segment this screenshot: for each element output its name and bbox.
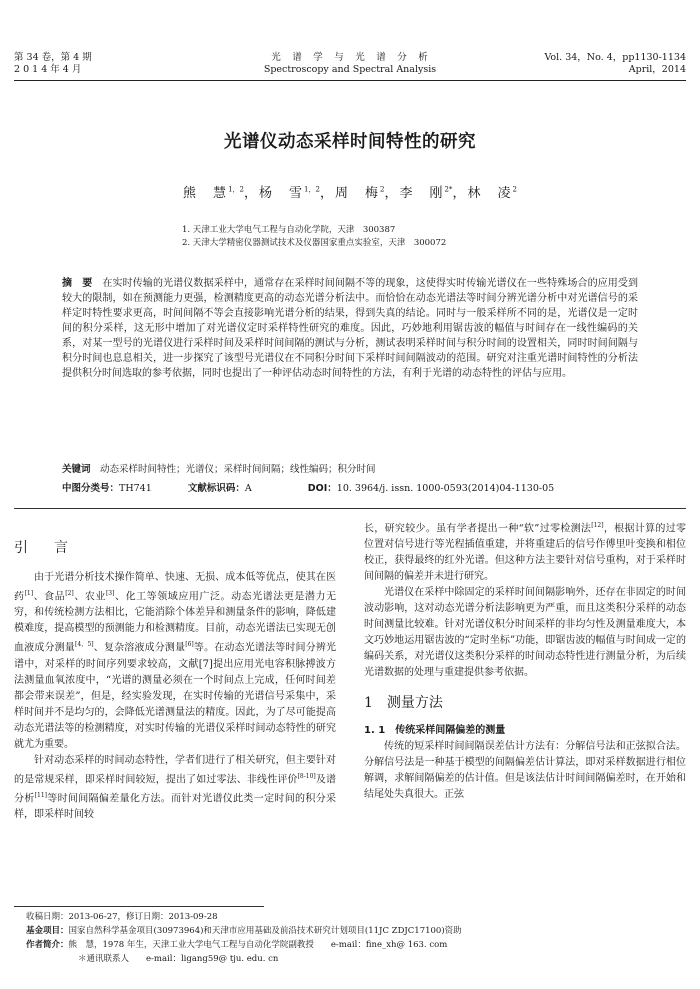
footnotes: [26, 910, 686, 966]
paper-title: 光谱仪动态采样时间特性的研究: [224, 132, 476, 152]
clc-label: 中图分类号：: [62, 483, 120, 494]
abstract-text: 在实时传输的光谱仪数据采样中，通常存在采样时间间隔不等的现象，这使得实时传输光谱仪在一些特殊场合的应用受到较大的限制，如在预测能力更强，检测精度更高的动态光谱分析法中。而恰恰在动态光谱法等时间分辨光谱分析中对光谱信号的采样定时特性要求更高，时间间隔不等会直接影响光谱分析的结果，得到失真的结论。同时与一般采样所不同的是，光谱仪是一定时间的积分采样，这无形中增加了对光谱仪定时采样特性研究的难度。因此，巧妙地利用锯齿波的幅值与时间存在一线性编码的关系，对某一型号的光谱仪进行采样时间及采样时间间隔的测试与分析，测试表明采样时间与积分时间的设置相关，同时时间间隔与积分时间也息息相关，进一步探究了该型号光谱仪在不同积分时间下采样时间间隔波动的范围。研究对注重光谱时间特性的分析法提供积分时间选取的参考依据，同时也提出了一种评估动态时间特性的方法，有利于光谱的动态特性的评估与应用。: [62, 278, 639, 379]
abstract-label: 摘 要: [62, 278, 93, 289]
vol-pages: Vol. 34，No. 4，pp1130-1134: [544, 52, 686, 63]
intro-paragraph-2: 针对动态采样的时间动态特性，学者们进行了相关研究，但主要针对的是常规采样，即采样时间较短，提出了如过零法、非线性评价[8-10]及谱分析[11]等时间间隔偏差量化方法。而针对光谱仪此类一定时间的积分采样，即采样时间较: [14, 754, 337, 821]
section-heading-method: 1 测量方法: [364, 695, 443, 712]
footnote-rule: [14, 906, 264, 907]
journal-pages: [544, 52, 686, 76]
keywords: [62, 463, 652, 477]
abstract: [62, 276, 638, 381]
author-list: 熊 慧$^{1,2}$，杨 雪$^{1,2}$，周 梅$^2$，李 刚$^{2*}$，林 凌$^2$: [183, 185, 517, 201]
author-bio: 作者简介：熊 慧，1978 年生，天津工业大学电气工程与自动化学院副教授 e-mail：fine_xh@ 163. com: [26, 940, 448, 950]
author: 周 梅$^2$: [334, 185, 385, 201]
keywords-text: 动态采样时间特性；光谱仪；采样时间间隔；线性编码；积分时间: [100, 464, 376, 475]
affiliation: 2. 天津大学精密仪器测试技术及仪器国家重点实验室，天津 300072: [182, 238, 447, 248]
abstract-divider: [14, 508, 686, 509]
journal-name: [200, 52, 500, 76]
journal-name-en: Spectroscopy and Spectral Analysis: [263, 64, 437, 75]
author: 杨 雪$^{1,2}$: [259, 185, 320, 201]
author: 李 刚$^{2*}$: [399, 185, 453, 201]
intro-paragraph-4: 光谱仪在采样中除固定的采样时间间隔影响外，还存在非固定的时间波动影响，这对动态光谱分析法影响更为严重，而且这类积分采样的动态时间测量比较难。针对光谱仪积分时间采样的非均匀性及测量难度大，本文巧妙地运用锯齿波的“定时坐标”功能，即锯齿波的幅值与时间成一定的编码关系，对光谱仪这类积分采样的时间动态特性进行测量分析，为后续光谱数据的处理与重建提供参考依据。: [364, 587, 686, 679]
subsection-heading: 1. 1 传统采样间隔偏差的测量: [364, 725, 506, 737]
affiliation-list: [182, 224, 446, 250]
method-paragraph-1: 传统的短采样时间间隔误差估计方法有：分解信号法和正弦拟合法。分解信号法是一种基于模型的间隔偏差估计算法，即对采样数据进行相位解调，求解间隔偏差的估计值。但是该法估计时间间隔偏差时，在开始和结尾处失真很大。正弦: [364, 741, 686, 801]
clc-value: TH741: [119, 483, 152, 494]
journal-name-cn: 光 谱 学 与 光 谱 分 析: [271, 52, 429, 63]
issue-date: April，2014: [628, 64, 686, 75]
doi-value: 10. 3964/j. issn. 1000-0593(2014)04-1130-05: [336, 483, 555, 494]
section-heading-intro: 引 言: [14, 540, 74, 556]
author: 熊 慧$^{1,2}$: [183, 185, 244, 201]
header-rule: [14, 80, 686, 81]
year-month: 2 0 1 4 年 4 月: [14, 64, 82, 75]
affiliation: 1. 天津工业大学电气工程与自动化学院，天津 300387: [182, 225, 396, 235]
corresponding-author: ＊通讯联系人 e-mail：ligang59@ tju. edu. cn: [78, 954, 279, 964]
right-column: [364, 518, 686, 803]
doc-code-value: A: [244, 483, 252, 494]
author: 林 凌$^2$: [467, 185, 517, 201]
classification: [62, 482, 652, 496]
doi-label: DOI：: [307, 483, 337, 494]
journal-volume-issue: [14, 52, 92, 76]
funding: 基金项目：国家自然科学基金项目(30973964)和天津市应用基础及前沿技术研究计划项目(11JC ZDJC17100)资助: [26, 926, 462, 936]
intro-paragraph-1: 由于光谱分析技术操作简单、快速、无损、成本低等优点，使其在医药[1]、食品[2]、农业[3]、化工等领域应用广泛。动态光谱法更是潜力无穷，和传统检测方法相比，它能消除个体差异和测量条件的影响，降低建模难度，提高模型的预测能力和检测精度。目前，动态光谱法已实现无创血液成分测量[4，5]、复杂溶液成分测量[6]等。在动态光谱法等时间分辨光谱中，对采样的时间序列要求较高，文献[7]提出应用光电容积脉搏波方法测量血氧浓度中，“光谱的测量必须在一个时间点上完成，任何时间差都会带来误差”，但是，经实验发现，在实时传输的光谱信号采集中，采样时间并不是均匀的，会降低光谱测量法的精度。因此，为了尽可能提高动态光谱法等的检测精度，对实时传输的光谱仪采样时间动态特性的研究就尤为重要。: [14, 572, 337, 750]
doc-code-label: 文献标识码：: [187, 483, 245, 494]
received-date: 收稿日期：2013-06-27，修订日期：2013-09-28: [26, 912, 218, 922]
keywords-label: 关键词: [62, 464, 91, 475]
intro-paragraph-3: 长，研究较少。虽有学者提出一种“软”过零检测法[12]，根据计算的过零位置对信号进行等光程插值重建，并将重建后的信号作傅里叶变换和相位校正，获得最终的红外光谱。但这种方法主要针对信号重构，对于采样时间间隔的偏差并未进行研究。: [364, 522, 686, 583]
volume-issue: 第 34 卷，第 4 期: [14, 52, 92, 63]
left-column: [14, 540, 336, 823]
